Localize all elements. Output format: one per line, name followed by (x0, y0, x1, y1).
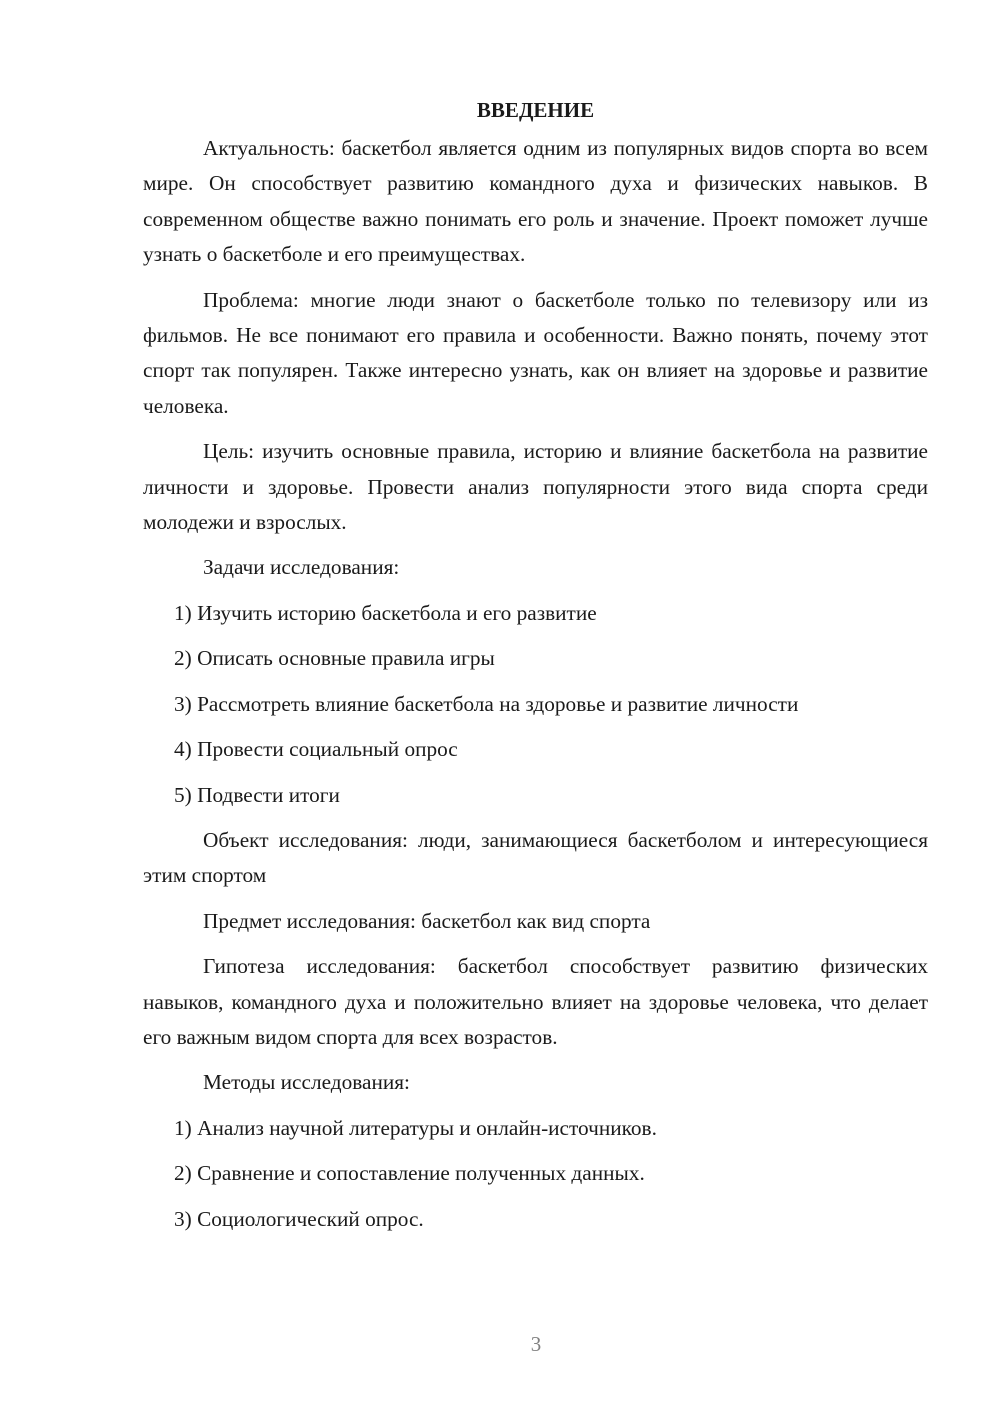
object-paragraph: Объект исследования: люди, занимающиеся баскетболом и интересующиеся этим спортом (143, 827, 928, 888)
page-number: 3 (530, 1332, 542, 1356)
method-item: 3) Социологический опрос. (174, 1206, 424, 1231)
method-item: 2) Сравнение и сопоставление полученных данных. (174, 1161, 645, 1186)
hypothesis-paragraph: Гипотеза исследования: баскетбол способствует развитию физических навыков, командного духа и положительно влияет на здоровье человека, что делает его важным видом спорта для всех возрастов. (143, 954, 928, 1049)
problem-paragraph: Проблема: многие люди знают о баскетболе только по телевизору или из фильмов. Не все понимают его правила и особенности. Важно понять, почему этот спорт так популярен. Также интересно узнать, как он влияет на здоровье и развитие человека. (143, 287, 928, 418)
task-item: 3) Рассмотреть влияние баскетбола на здоровье и развитие личности (174, 691, 799, 716)
methods-heading: Методы исследования: (203, 1070, 410, 1095)
methods-list (143, 1111, 928, 1237)
goal-paragraph: Цель: изучить основные правила, историю и влияние баскетбола на развитие личности и здоровье. Провести анализ популярности этого вида спорта среди молодежи и взрослых. (143, 439, 928, 535)
subject-paragraph: Предмет исследования: баскетбол как вид спорта (203, 908, 651, 933)
task-item: 2) Описать основные правила игры (174, 646, 495, 671)
task-item: 4) Провести социальный опрос (174, 737, 458, 762)
tasks-heading: Задачи исследования: (203, 555, 400, 580)
document-page (143, 95, 928, 1247)
tasks-list (143, 596, 928, 813)
relevance-paragraph: Актуальность: баскетбол является одним из популярных видов спорта во всем мире. Он способствует развитию командного духа и физических навыков. В современном обществе важно понимать его роль и значение. Проект поможет лучше узнать о баскетболе и его преимуществах. (143, 136, 928, 267)
task-item: 5) Подвести итоги (174, 782, 340, 807)
method-item: 1) Анализ научной литературы и онлайн-источников. (174, 1115, 657, 1140)
section-title: ВВЕДЕНИЕ (476, 98, 595, 122)
task-item: 1) Изучить историю баскетбола и его развитие (174, 600, 597, 625)
